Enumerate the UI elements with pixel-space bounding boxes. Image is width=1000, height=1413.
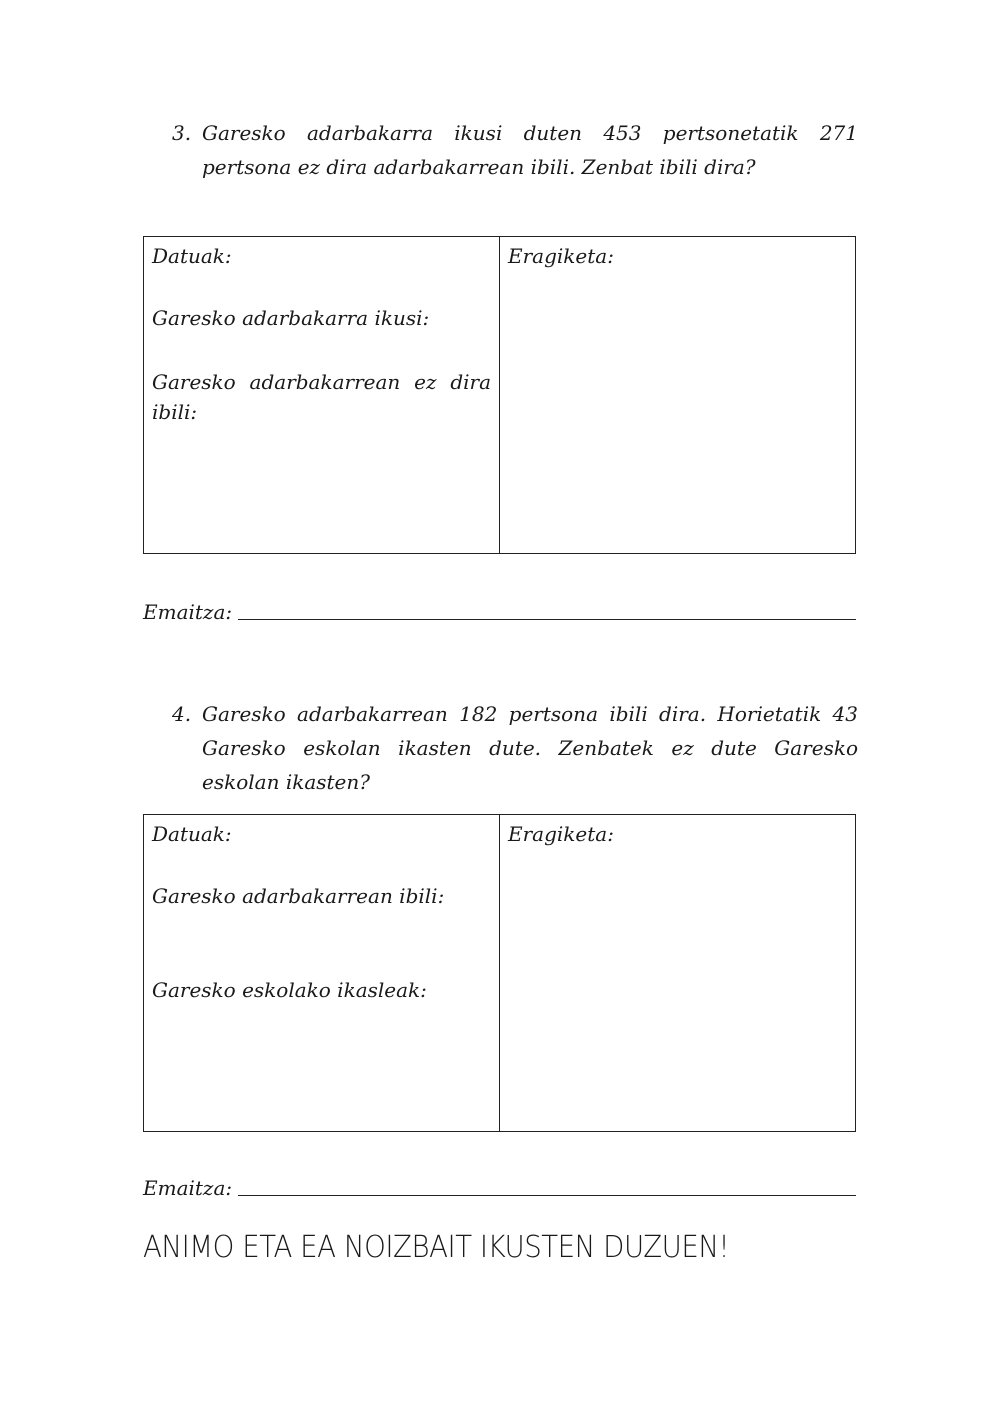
problem-4-result-label: Emaitza: [143, 1176, 233, 1200]
problem-4-result [143, 1176, 856, 1200]
problem-3-work-table [143, 236, 856, 554]
problem-3-text: Garesko adarbakarra ikusi duten 453 pertsonetatik 271 pertsona ez dira adarbakarrean ibili. Zenbat ibili dira? [202, 121, 858, 179]
encouragement-footer: ANIMO ETA EA NOIZBAIT IKUSTEN DUZUEN! [143, 1230, 730, 1265]
problem-3-number: 3. [172, 121, 192, 145]
problem-3-operation-cell[interactable] [500, 237, 855, 553]
problem-4-data-item-2: Garesko eskolako ikasleak: [152, 978, 427, 1002]
problem-3-result [143, 600, 856, 624]
problem-4-result-line[interactable] [238, 1195, 856, 1196]
problem-3-statement [172, 116, 858, 184]
problem-4-text: Garesko adarbakarrean 182 pertsona ibili dira. Horietatik 43 Garesko eskolan ikasten dute. Zenbatek ez dute Garesko eskolan ikasten? [202, 702, 858, 794]
problem-3-data-item-2: Garesko adarbakarrean ez dira ibili: [152, 370, 491, 424]
problem-4-data-item-1: Garesko adarbakarrean ibili: [152, 884, 445, 908]
problem-3-result-line[interactable] [238, 619, 856, 620]
problem-4-number: 4. [172, 702, 192, 726]
problem-4-statement [172, 697, 858, 799]
problem-3-data-item-1: Garesko adarbakarra ikusi: [152, 306, 430, 330]
problem-3-operation-label: Eragiketa: [508, 244, 614, 268]
problem-4-work-table [143, 814, 856, 1132]
problem-3-result-label: Emaitza: [143, 600, 233, 624]
problem-4-operation-label: Eragiketa: [508, 822, 614, 846]
problem-4-data-cell[interactable] [144, 815, 500, 1131]
problem-3-data-label: Datuak: [152, 244, 232, 268]
problem-4-data-label: Datuak: [152, 822, 232, 846]
problem-3-data-cell[interactable] [144, 237, 500, 553]
problem-4-operation-cell[interactable] [500, 815, 855, 1131]
